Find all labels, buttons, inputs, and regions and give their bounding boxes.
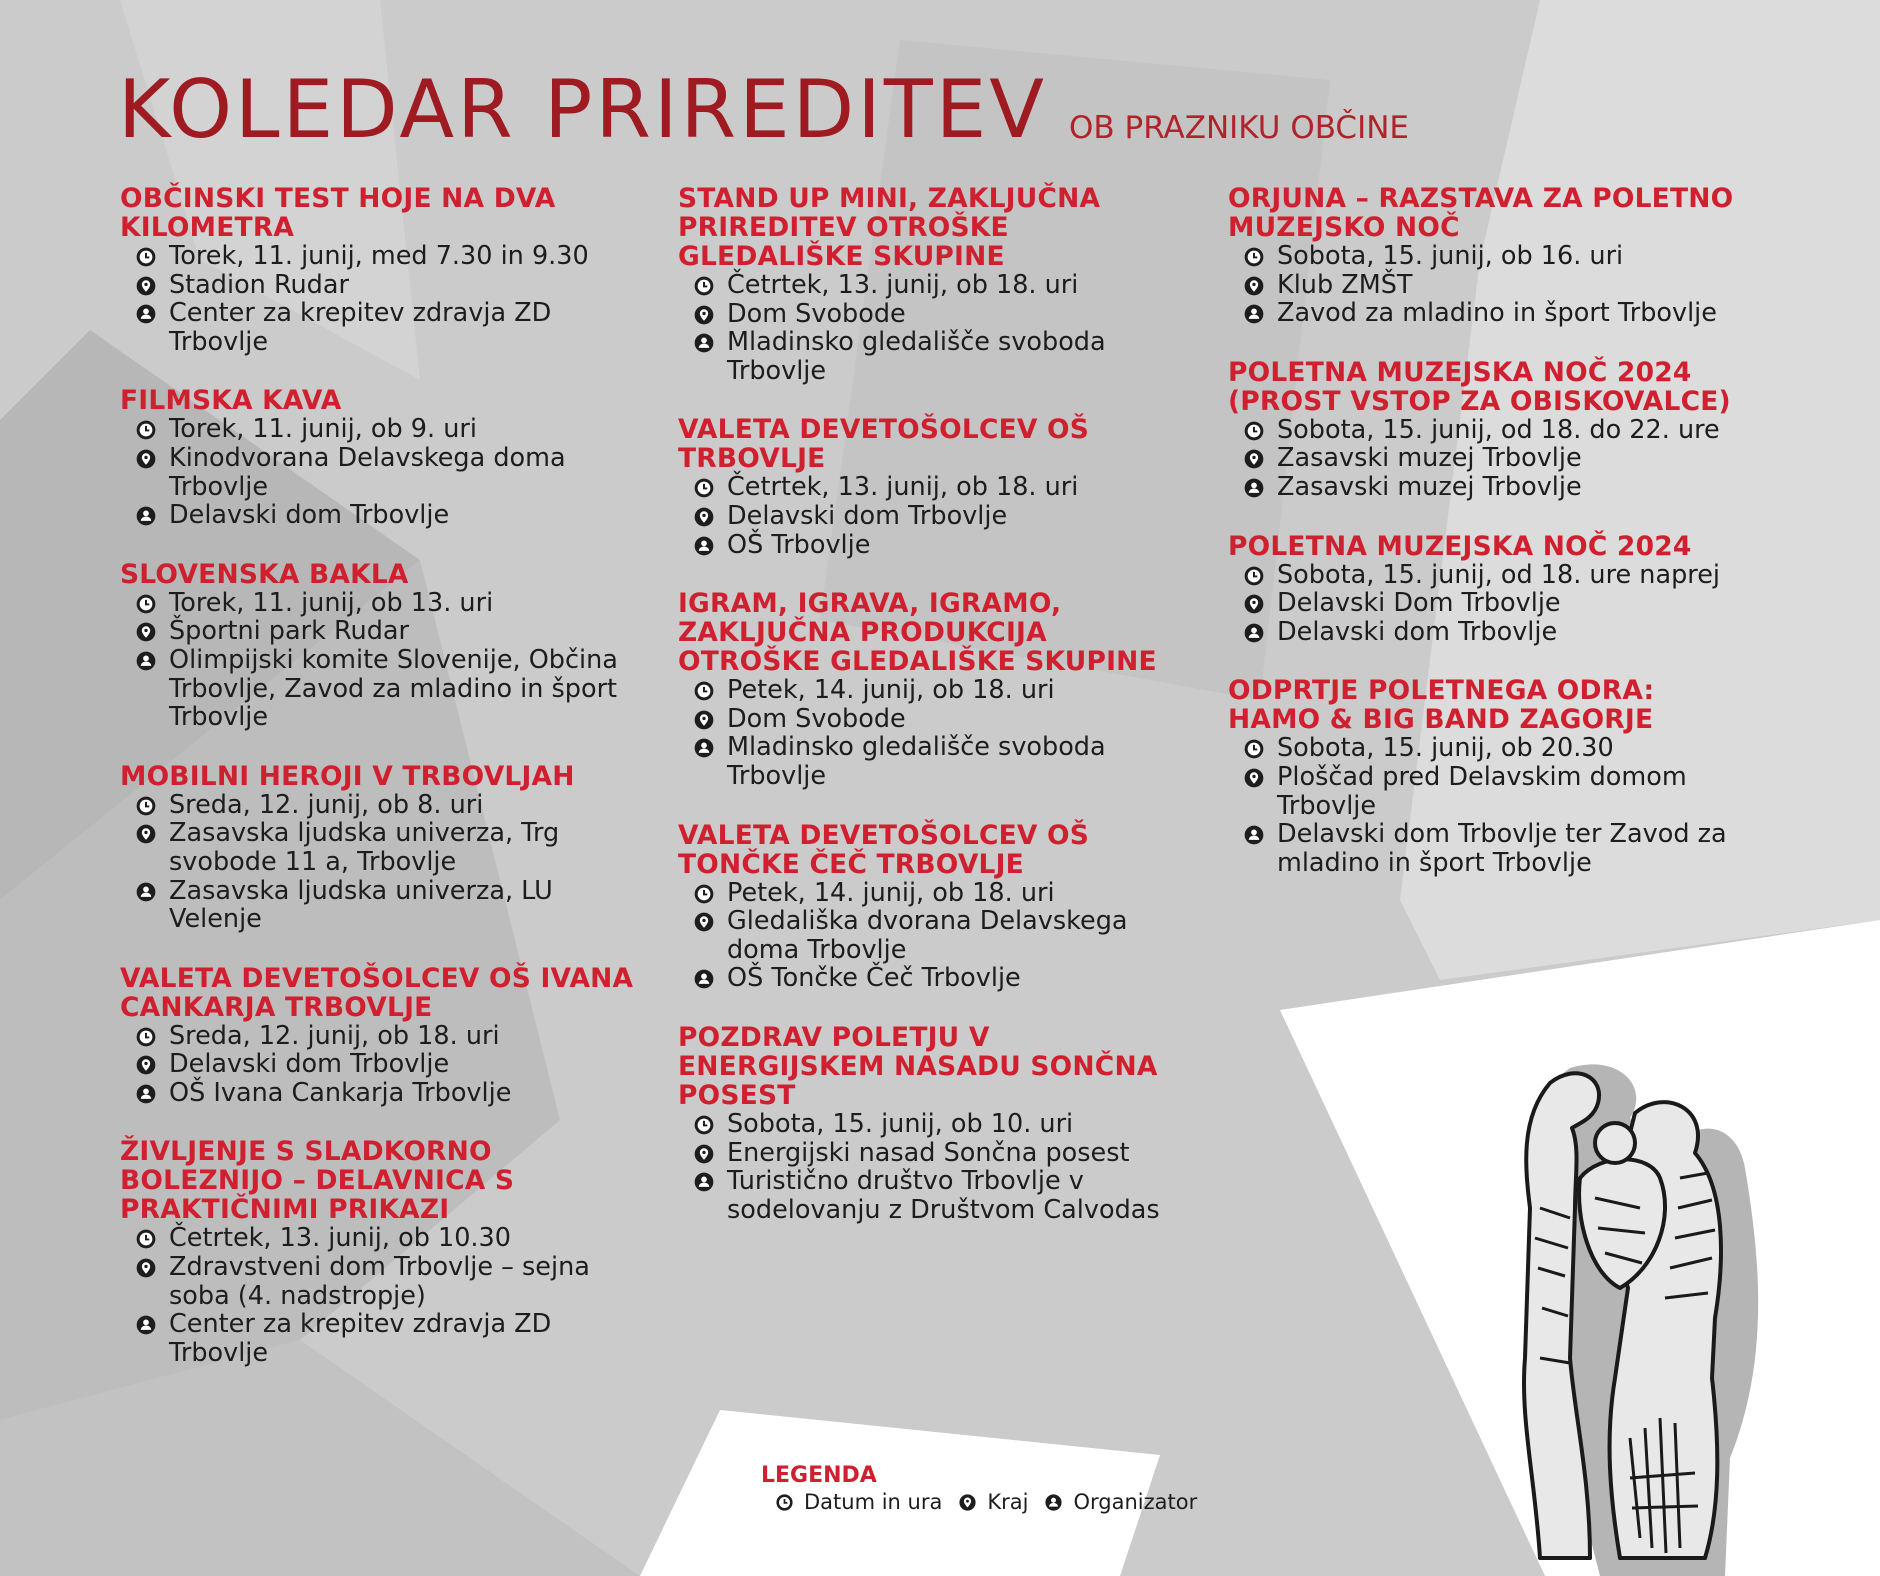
event-date-row bbox=[135, 1022, 640, 1051]
event-organizer-row bbox=[135, 877, 640, 934]
event-date: Četrtek, 13. junij, ob 10.30 bbox=[169, 1223, 511, 1254]
event-item bbox=[120, 560, 640, 732]
clock-icon bbox=[135, 419, 157, 441]
legend bbox=[761, 1463, 1213, 1514]
map-pin-icon bbox=[135, 621, 157, 643]
event-date: Sreda, 12. junij, ob 18. uri bbox=[169, 1020, 500, 1051]
clock-icon bbox=[693, 275, 715, 297]
clock-icon bbox=[1243, 565, 1265, 587]
event-item bbox=[1228, 184, 1748, 328]
event-date-row bbox=[135, 589, 640, 618]
event-title: STAND UP MINI, ZAKLJUČNA PRIREDITEV OTROŠKE GLEDALIŠKE SKUPINE bbox=[678, 183, 1101, 272]
events-column-2 bbox=[678, 184, 1198, 1254]
event-title: POZDRAV POLETJU V ENERGIJSKEM NASADU SONČNA POSEST bbox=[678, 1021, 1158, 1111]
event-item bbox=[120, 184, 640, 356]
event-place: Klub ZMŠT bbox=[1277, 269, 1413, 300]
event-date-row bbox=[135, 242, 640, 271]
event-item bbox=[1228, 532, 1748, 647]
event-organizer-row bbox=[135, 1310, 640, 1367]
event-organizer: Delavski dom Trbovlje bbox=[169, 500, 450, 531]
event-organizer: Center za krepitev zdravja ZD Trbovlje bbox=[169, 1309, 552, 1368]
events-column-1 bbox=[120, 184, 640, 1397]
event-date-row bbox=[135, 1224, 640, 1253]
event-organizer: OŠ Tončke Čeč Trbovlje bbox=[727, 963, 1021, 994]
event-place-row bbox=[135, 1050, 640, 1079]
event-title: IGRAM, IGRAVA, IGRAMO, ZAKLJUČNA PRODUKCIJA OTROŠKE GLEDALIŠKE SKUPINE bbox=[678, 588, 1157, 678]
event-title: VALETA DEVETOŠOLCEV OŠ TONČKE ČEČ TRBOVLJE bbox=[678, 819, 1090, 880]
event-organizer: Center za krepitev zdravja ZD Trbovlje bbox=[169, 298, 552, 357]
event-item bbox=[120, 762, 640, 934]
event-organizer-row bbox=[135, 646, 640, 732]
event-organizer-row bbox=[1243, 820, 1748, 877]
event-organizer: Mladinsko gledališče svoboda Trbovlje bbox=[727, 327, 1106, 386]
event-organizer-row bbox=[693, 733, 1198, 790]
event-item bbox=[678, 589, 1198, 790]
event-date-row bbox=[1243, 242, 1748, 271]
event-date: Sobota, 15. junij, od 18. do 22. ure bbox=[1277, 414, 1720, 445]
event-item bbox=[1228, 358, 1748, 502]
clock-icon bbox=[1243, 246, 1265, 268]
event-organizer: Olimpijski komite Slovenije, Občina Trbovlje, Zavod za mladino in šport Trbovlje bbox=[169, 644, 618, 733]
event-place-row bbox=[135, 271, 640, 300]
event-item bbox=[678, 415, 1198, 559]
event-date-row bbox=[1243, 734, 1748, 763]
event-title: VALETA DEVETOŠOLCEV OŠ TRBOVLJE bbox=[678, 414, 1090, 475]
event-date: Petek, 14. junij, ob 18. uri bbox=[727, 675, 1055, 706]
event-place: Stadion Rudar bbox=[169, 269, 349, 300]
legend-title: LEGENDA bbox=[761, 1463, 877, 1488]
event-date: Torek, 11. junij, med 7.30 in 9.30 bbox=[169, 241, 589, 271]
event-place: Dom Svobode bbox=[727, 703, 906, 734]
legend-date-label: Datum in ura bbox=[804, 1490, 943, 1514]
person-icon bbox=[135, 505, 157, 527]
event-title: VALETA DEVETOŠOLCEV OŠ IVANA CANKARJA TRBOVLJE bbox=[120, 962, 634, 1023]
event-place-row bbox=[693, 907, 1198, 964]
event-place: Zasavski muzej Trbovlje bbox=[1277, 443, 1582, 474]
person-icon bbox=[135, 303, 157, 325]
person-icon bbox=[693, 535, 715, 557]
event-place: Zasavska ljudska univerza, Trg svobode 11 a, Trbovlje bbox=[169, 818, 560, 877]
event-date-row bbox=[135, 791, 640, 820]
event-date: Četrtek, 13. junij, ob 18. uri bbox=[727, 270, 1079, 300]
map-pin-icon bbox=[135, 275, 157, 297]
clock-icon bbox=[775, 1493, 794, 1512]
event-place-row bbox=[135, 819, 640, 876]
page-title: KOLEDAR PRIREDITEV bbox=[118, 63, 1047, 156]
event-place-row bbox=[1243, 589, 1748, 618]
event-place-row bbox=[693, 300, 1198, 329]
event-organizer-row bbox=[1243, 618, 1748, 647]
person-icon bbox=[693, 737, 715, 759]
event-date-row bbox=[135, 415, 640, 444]
event-organizer: Mladinsko gledališče svoboda Trbovlje bbox=[727, 732, 1106, 791]
map-pin-icon bbox=[1243, 448, 1265, 470]
map-pin-icon bbox=[135, 1257, 157, 1279]
event-organizer: OŠ Ivana Cankarja Trbovlje bbox=[169, 1077, 512, 1108]
clock-icon bbox=[693, 883, 715, 905]
event-title: POLETNA MUZEJSKA NOČ 2024 (PROST VSTOP ZA OBISKOVALCE) bbox=[1228, 356, 1731, 417]
map-pin-icon bbox=[1243, 767, 1265, 789]
map-pin-icon bbox=[1243, 593, 1265, 615]
event-date: Sreda, 12. junij, ob 8. uri bbox=[169, 789, 484, 820]
clock-icon bbox=[135, 1026, 157, 1048]
map-pin-icon bbox=[693, 911, 715, 933]
event-item bbox=[120, 964, 640, 1108]
person-icon bbox=[1243, 477, 1265, 499]
event-organizer-row bbox=[693, 328, 1198, 385]
clock-icon bbox=[1243, 738, 1265, 760]
clock-icon bbox=[135, 246, 157, 268]
legend-items bbox=[775, 1490, 1213, 1514]
event-organizer: Zavod za mladino in šport Trbovlje bbox=[1277, 298, 1717, 329]
event-place-row bbox=[135, 444, 640, 501]
map-pin-icon bbox=[693, 304, 715, 326]
legend-organizer-label: Organizator bbox=[1073, 1490, 1198, 1514]
event-title: MOBILNI HEROJI V TRBOVLJAH bbox=[120, 760, 575, 792]
event-date-row bbox=[693, 676, 1198, 705]
event-organizer-row bbox=[1243, 473, 1748, 502]
event-organizer-row bbox=[693, 531, 1198, 560]
event-title: ŽIVLJENJE S SLADKORNO BOLEZNIJO – DELAVNICA S PRAKTIČNIMI PRIKAZI bbox=[120, 1136, 515, 1226]
event-title: SLOVENSKA BAKLA bbox=[120, 558, 409, 590]
map-pin-icon bbox=[135, 448, 157, 470]
event-place-row bbox=[1243, 444, 1748, 473]
clock-icon bbox=[693, 680, 715, 702]
person-icon bbox=[135, 1314, 157, 1336]
map-pin-icon bbox=[135, 823, 157, 845]
event-title: OBČINSKI TEST HOJE NA DVA KILOMETRA bbox=[120, 183, 556, 243]
clock-icon bbox=[693, 477, 715, 499]
event-item bbox=[120, 1137, 640, 1367]
event-title: POLETNA MUZEJSKA NOČ 2024 bbox=[1228, 530, 1692, 562]
event-date-row bbox=[1243, 561, 1748, 590]
event-date: Četrtek, 13. junij, ob 18. uri bbox=[727, 472, 1079, 503]
clock-icon bbox=[1243, 420, 1265, 442]
event-organizer: Delavski dom Trbovlje bbox=[1277, 616, 1558, 647]
person-icon bbox=[135, 1083, 157, 1105]
event-organizer: Zasavski muzej Trbovlje bbox=[1277, 471, 1582, 502]
event-organizer: Turistično društvo Trbovlje v sodelovanju z Društvom Calvodas bbox=[727, 1166, 1160, 1225]
clock-icon bbox=[135, 1228, 157, 1250]
event-date-row bbox=[693, 879, 1198, 908]
event-date: Sobota, 15. junij, ob 10. uri bbox=[727, 1108, 1074, 1139]
event-place: Delavski dom Trbovlje bbox=[169, 1049, 450, 1080]
event-date: Sobota, 15. junij, ob 20.30 bbox=[1277, 733, 1614, 764]
clock-icon bbox=[135, 593, 157, 615]
event-place: Ploščad pred Delavskim domom Trbovlje bbox=[1277, 761, 1687, 821]
event-organizer-row bbox=[1243, 299, 1748, 328]
event-title: ORJUNA – RAZSTAVA ZA POLETNO MUZEJSKO NOČ bbox=[1228, 183, 1734, 243]
person-icon bbox=[693, 332, 715, 354]
event-date: Petek, 14. junij, ob 18. uri bbox=[727, 877, 1055, 908]
map-pin-icon bbox=[958, 1493, 977, 1512]
event-place: Gledališka dvorana Delavskega doma Trbovlje bbox=[727, 906, 1128, 965]
legend-place-label: Kraj bbox=[987, 1490, 1029, 1514]
event-organizer-row bbox=[693, 1167, 1198, 1224]
person-icon bbox=[693, 1171, 715, 1193]
person-icon bbox=[1243, 824, 1265, 846]
event-place: Energijski nasad Sončna posest bbox=[727, 1137, 1130, 1168]
event-title: ODPRTJE POLETNEGA ODRA: HAMO & BIG BAND ZAGORJE bbox=[1228, 675, 1655, 736]
event-place: Zdravstveni dom Trbovlje – sejna soba (4. nadstropje) bbox=[169, 1252, 590, 1311]
event-place-row bbox=[135, 1253, 640, 1310]
person-icon bbox=[1044, 1493, 1063, 1512]
person-icon bbox=[135, 650, 157, 672]
event-organizer-row bbox=[135, 501, 640, 530]
map-pin-icon bbox=[693, 709, 715, 731]
event-place: Delavski dom Trbovlje bbox=[727, 500, 1008, 531]
clock-icon bbox=[135, 795, 157, 817]
event-organizer-row bbox=[135, 299, 640, 356]
person-icon bbox=[1243, 622, 1265, 644]
event-place-row bbox=[135, 617, 640, 646]
event-organizer-row bbox=[135, 1079, 640, 1108]
event-organizer-row bbox=[693, 964, 1198, 993]
event-item bbox=[678, 1023, 1198, 1224]
event-place: Kinodvorana Delavskega doma Trbovlje bbox=[169, 442, 566, 502]
event-item bbox=[678, 821, 1198, 993]
family-statue-illustration bbox=[1480, 1058, 1780, 1576]
page-header bbox=[118, 63, 1410, 156]
event-organizer: OŠ Trbovlje bbox=[727, 529, 871, 560]
event-date-row bbox=[693, 271, 1198, 300]
map-pin-icon bbox=[135, 1054, 157, 1076]
event-title: FILMSKA KAVA bbox=[120, 385, 342, 417]
event-date-row bbox=[1243, 416, 1748, 445]
event-place-row bbox=[693, 1139, 1198, 1168]
event-item bbox=[120, 386, 640, 529]
event-place-row bbox=[1243, 271, 1748, 300]
clock-icon bbox=[693, 1114, 715, 1136]
event-place-row bbox=[693, 705, 1198, 734]
map-pin-icon bbox=[693, 506, 715, 528]
event-date: Torek, 11. junij, ob 9. uri bbox=[169, 414, 477, 445]
person-icon bbox=[1243, 303, 1265, 325]
event-date: Torek, 11. junij, ob 13. uri bbox=[169, 587, 494, 618]
page-subtitle: OB PRAZNIKU OBČINE bbox=[1069, 110, 1410, 146]
map-pin-icon bbox=[1243, 275, 1265, 297]
event-item bbox=[1228, 676, 1748, 877]
map-pin-icon bbox=[693, 1143, 715, 1165]
event-date-row bbox=[693, 1110, 1198, 1139]
event-place: Športni park Rudar bbox=[169, 616, 410, 647]
event-place-row bbox=[693, 502, 1198, 531]
event-place: Delavski Dom Trbovlje bbox=[1277, 588, 1561, 619]
person-icon bbox=[693, 968, 715, 990]
event-place-row bbox=[1243, 763, 1748, 820]
event-organizer: Delavski dom Trbovlje ter Zavod za mladino in šport Trbovlje bbox=[1277, 819, 1727, 878]
event-date: Sobota, 15. junij, od 18. ure naprej bbox=[1277, 559, 1720, 590]
events-column-3 bbox=[1228, 184, 1748, 907]
event-place: Dom Svobode bbox=[727, 298, 906, 329]
person-icon bbox=[135, 881, 157, 903]
event-item bbox=[678, 184, 1198, 385]
event-organizer: Zasavska ljudska univerza, LU Velenje bbox=[169, 875, 553, 935]
event-date: Sobota, 15. junij, ob 16. uri bbox=[1277, 241, 1624, 271]
event-date-row bbox=[693, 473, 1198, 502]
